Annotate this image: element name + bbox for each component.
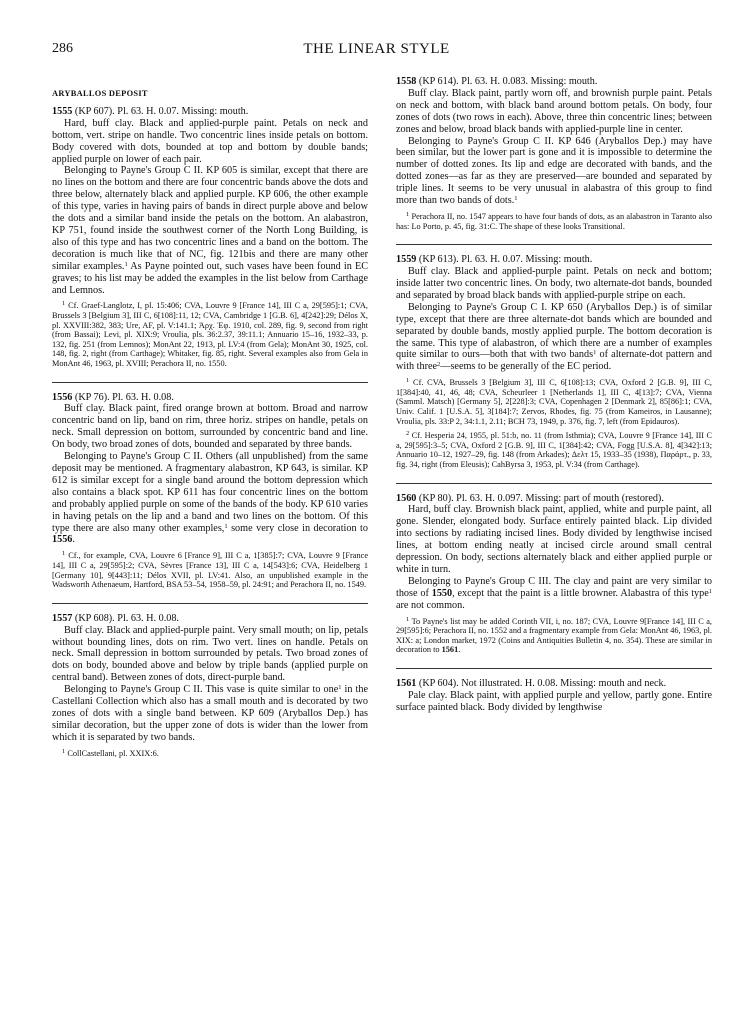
section-label: ARYBALLOS DEPOSIT bbox=[52, 89, 148, 98]
entry-1559 bbox=[396, 254, 712, 469]
entry-heading: 1559 (KP 613). Pl. 63. H. 0.07. Missing: mouth. bbox=[396, 254, 593, 266]
entry-heading: 1560 (KP 80). Pl. 63. H. 0.097. Missing: part of mouth (restored). bbox=[396, 492, 664, 504]
entry-1556 bbox=[52, 392, 368, 590]
entry-paragraph: Belonging to Payne's Group C II. Others (all unpublished) from the same deposit may be mentioned. A fragmentary alabastron, KP 643, is similar. KP 612 is similar except for a single band around the bottom depression which also contains a black spot. KP 611 has four concentric lines on the bottom and probably applied purple on some of the bands of the body. KP 610 varies in having petals on the lip and a band and two lines on the bottom. Of this type there are also many other examples,$^1$ some very close in decoration to 1556. bbox=[52, 451, 368, 546]
footnote: $^1$ Perachora II, no. 1547 appears to have four bands of dots, as an alabastron in Taranto also has: Lo Porto, p. 45, fig. 31:C. The shape of these looks Transitional. bbox=[396, 210, 713, 231]
divider bbox=[396, 483, 712, 484]
footnote: $^1$ Cf. CVA, Brussels 3 [Belgium 3], III C, 6[108]:13; CVA, Oxford 2 [G.B. 9], III C, 1[384]:40, 41, 46, 48; CVA, Scheurleer 1 [Netherlands 1], III C, 4[13]:7; CVA, Vienna (Samml. Matsch) [Germany 5], 2[228]:3; CVA, Copenhagen 2 [Denmark 2], 85[86]:1; CVA, Univ. Calif. 1 [U.S.A. 5], 3[184]:7; Zervos, Rhodes, fig. 75 (from Kameiros, in Lausanne); Vroulia, pls. 33:P 2, 34:1.1, 2.11; BCH 73, 1949, p. 376, fig. 7, left (from Epidauros). bbox=[396, 377, 712, 426]
entry-heading: 1557 (KP 608). Pl. 63. H. 0.08. bbox=[52, 612, 179, 624]
entry-paragraph: Buff clay. Black paint, fired orange brown at bottom. Broad and narrow concentric band on lip, band on rim, three horiz. stripes on handle, petals on neck. Small depression on bottom, surrounded by concentric band and line. On body, two broad zones of dots, bounded and separated by three bands. bbox=[52, 403, 368, 451]
running-title: THE LINEAR STYLE bbox=[303, 41, 450, 57]
page-number: 286 bbox=[52, 41, 73, 56]
entry-paragraph: Hard, buff clay. Brownish black paint, applied, white and purple paint, all gone. Slender, elongated body. Surface entirely painted black. Lip divided into sections by radiating incised lines. Body divided by lengthwise incised lines, at bottom ending neatly at incised circle around small central depression. On body, sections alternately black and either applied purple or white in turn. bbox=[396, 504, 712, 575]
entry-paragraph: Belonging to Payne's Group C II. KP 605 is similar, except that there are no lines on the bottom and there are four concentric bands above the dots and three below, alternately black and applied purple. KP 606, the other example of this type, varies in having pairs of bands in direct purple above and below the dots and a similar band inside the petals on the bottom. An alabastron, KP 751, found inside the southwest corner of the North Long Building, is also of this type and has two concentric lines and a band on the bottom. The decoration is much like that of NC, fig. 121bis and there are many other similar examples.$^1$ As Payne pointed out, such vases have been found in EC graves; to his list may be added the examples in the list below from Carthage and Lemnos. bbox=[52, 165, 368, 296]
divider bbox=[52, 603, 368, 604]
entry-paragraph: Belonging to Payne's Group C II. KP 646 (Aryballos Dep.) may have been similar, but the lower part is gone and it is impossible to determine the number of dotted zones. Its lip and edge are decorated with bands, and the dotted zones—as far as they are preserved—are bounded and separated by triple lines. It seems to be very unusual in alabastra of this group to find more than two bands of dots.$^1$ bbox=[396, 135, 712, 207]
footnote: $^2$ Cf. Hesperia 24, 1955, pl. 51:b, no. 11 (from Isthmia); CVA, Louvre 9 [France 14], III C a, 29[595]:3–5; CVA, Oxford 2 [G.B. 9], III C, 1[384]:42; CVA, Fogg [U.S.A. 8], 4[342]:13; Annuario 10–12, 1927–29, fig. 148 (from Arkades); Δελτ 15, 1933–35 (1938), Παράρτ., p. 33, fig. 34, right (from Eleusis); CahByrsa 3, 1953, pl. V:34 (from Carthage). bbox=[396, 430, 713, 469]
entry-paragraph: Buff clay. Black and applied-purple paint. Very small mouth; on lip, petals without bounding lines, dots on rim. Two vert. lines on handle. Petals on neck. Small depression in bottom surrounded by petals. Two broad zones of dots on body, bounded above and below by triple bands (applied purple on central band). Between zones of dots, direct-purple band. bbox=[52, 624, 368, 684]
divider bbox=[52, 382, 368, 383]
left-column bbox=[52, 88, 368, 758]
entry-paragraph: Belonging to Payne's Group C I. KP 650 (Aryballos Dep.) is of similar type, except that there are three alternate-dot bands which are bounded and separated by double bands, mostly applied purple. The bottom decoration is the same. This type of alabastron, of which there are a number of examples quite similar to ours—both that with two bands$^1$ of alternate-dot pattern and with three$^2$—seems to be generally of the EC period. bbox=[396, 301, 712, 373]
footnote: $^1$ Cf., for example, CVA, Louvre 6 [France 9], III C a, 1[385]:7; CVA, Louvre 9 [France 14], III C a, 29[595]:2; CVA, Sèvres [France 13], III C a, 14[543]:6; CVA, Heidelberg 1 [Germany 10], 9[443]:11; Délos XVII, pl. LV:41. Also, an unpublished example in the Wadsworth Athenaeum, Hartford, BSA 53–54, 1958–59, pl. 24:91; and Perachora II, no. 1549. bbox=[52, 550, 368, 590]
entry-paragraph: Buff clay. Black and applied-purple paint. Petals on neck and bottom; inside latter two concentric lines. On body, two alternate-dot bands, bounded and separated by broad black bands with applied-purple stripe on each. bbox=[396, 266, 712, 301]
divider bbox=[396, 244, 712, 245]
running-header bbox=[0, 41, 753, 63]
entry-paragraph: Hard, buff clay. Black and applied-purple paint. Petals on neck and bottom, vert. stripe on handle. Two concentric lines inside petals on bottom. Body covered with dots, bounded at top and bottom by double bands; applied purple on lower of each pair. bbox=[52, 117, 368, 165]
footnote: $^1$ CollCastellani, pl. XXIX:6. bbox=[62, 747, 159, 758]
right-column bbox=[396, 76, 712, 714]
entry-heading: 1558 (KP 614). Pl. 63. H. 0.083. Missing: mouth. bbox=[396, 76, 598, 87]
entry-paragraph: Buff clay. Black paint, partly worn off, and brownish purple paint. Petals on neck and bottom, with black band around bottom petals. On body, four zones of dots (two rows in each). Above, three thin concentric lines; between zones and below, broad black bands with applied-purple line in center. bbox=[396, 87, 712, 135]
entry-paragraph: Belonging to Payne's Group C II. This vase is quite similar to one$^1$ in the Castellani Collection which also has a small mouth and is decorated by two zones of dots with a single band between. KP 609 (Aryballos Dep.) has similar decoration, but the upper zone of dots is wider than the lower from which it is separated by two bands. bbox=[52, 684, 368, 743]
footnote: $^1$ Cf. Graef-Langlotz, I, pl. 15:406; CVA, Louvre 9 [France 14], III C a, 29[595]:1; CVA, Brussels 3 [Belgium 3], III C, 6[108]:11, 12; CVA, Cambridge 1 [G.B. 6], 4[242]:29; Délos X, pl. XXVIII:382, 383; Ure, AF, pl. V:141.1; Ἀρχ. Ἐφ. 1910, col. 289, fig. 9, second from right (from Bassai); Levi, pl. XIX:9; Vroulia, pls. 36:2.37, 39:11.1; Annuario 15–16, 1932–33, p. 132, fig. 251 (from Lemnos); MonAnt 22, 1913, pl. LV:4 (from Gela); MonAnt 30, 1925, col. 148, fig. 2, right (from Carthage); Whitaker, fig. 85, right. Several examples also from Gela in MonAnt 46, 1963, pl. XVIII; Perachora II, no. 1550. bbox=[52, 300, 368, 368]
entry-1555 bbox=[52, 106, 368, 369]
entry-1557 bbox=[52, 613, 368, 759]
entry-1558 bbox=[396, 76, 712, 231]
entry-1561 bbox=[396, 678, 712, 714]
entry-paragraph: Pale clay. Black paint, with applied purple and yellow, partly gone. Entire surface painted black. Body divided by lengthwise bbox=[396, 689, 712, 713]
entry-heading: 1555 (KP 607). Pl. 63. H. 0.07. Missing: mouth. bbox=[52, 105, 249, 117]
entry-1560 bbox=[396, 493, 712, 655]
footnote: $^1$ To Payne's list may be added Corinth VII, i, no. 187; CVA, Louvre 9[France 14], III C a, 29[595]:6; Perachora II, no. 1552 and a fragmentary example from Gela: MonAnt 46, 1963, pl. XIX: a; London market, 1972 (Coins and Antiquities Bulletin 4, no. 354). These are similar in decoration to 1561. bbox=[396, 615, 712, 655]
divider bbox=[396, 668, 712, 669]
entry-heading: 1561 (KP 604). Not illustrated. H. 0.08. Missing: mouth and neck. bbox=[396, 678, 667, 689]
entry-paragraph: Belonging to Payne's Group C III. The clay and paint are very similar to those of 1550, except that the paint is a little browner. Alabastra of this type$^1$ are not common. bbox=[396, 575, 713, 611]
entry-heading: 1556 (KP 76). Pl. 63. H. 0.08. bbox=[52, 391, 174, 403]
